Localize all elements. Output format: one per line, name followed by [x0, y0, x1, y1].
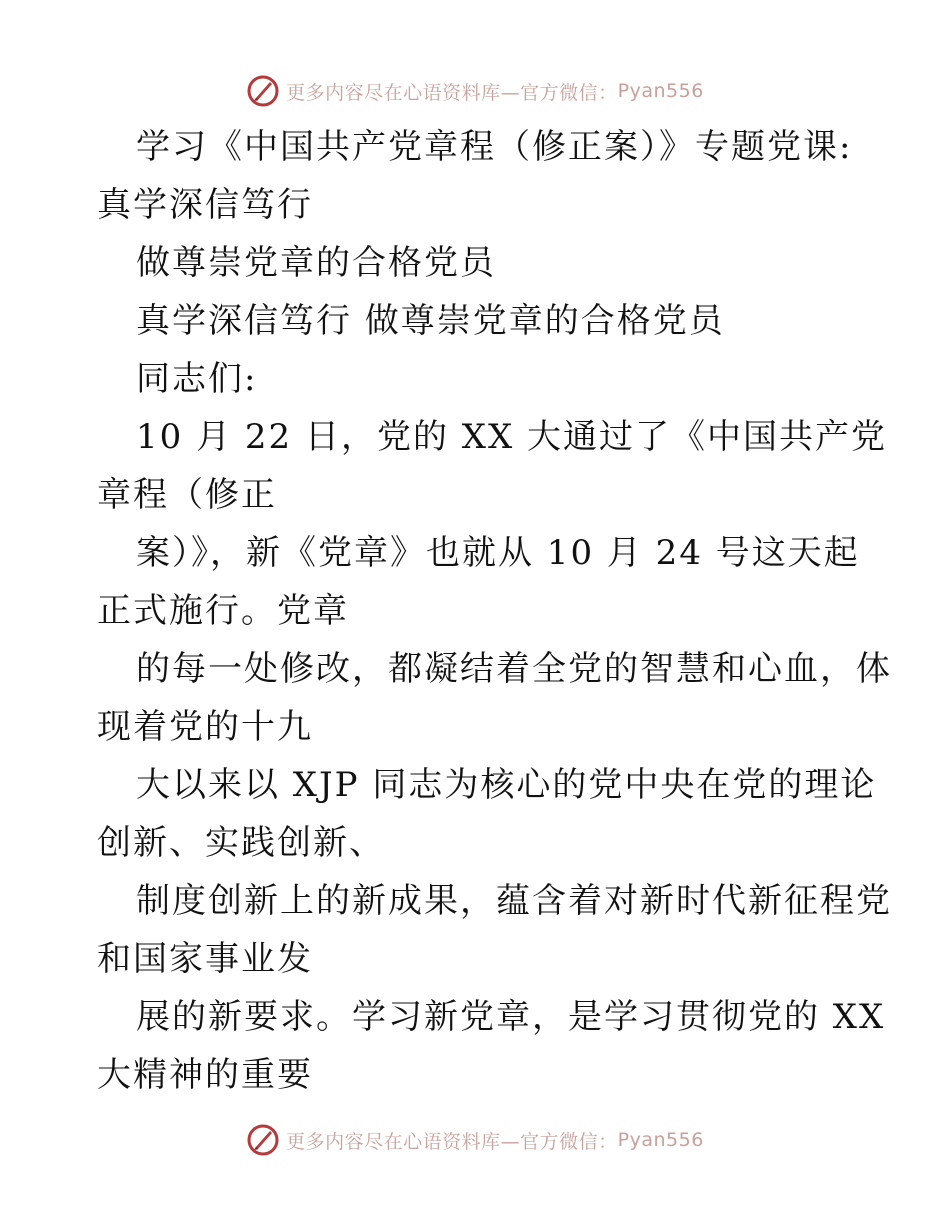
paragraph-line: 章程（修正	[97, 475, 277, 515]
paragraph-line: 大精神的重要	[97, 1055, 313, 1095]
watermark-wechat-id: Pyan556	[617, 1129, 704, 1151]
quill-logo-icon	[246, 1123, 280, 1157]
paragraph-line: 大以来以 XJP 同志为核心的党中央在党的理论	[136, 765, 877, 805]
paragraph-line: 10 月 22 日，党的 XX 大通过了《中国共产党	[136, 417, 887, 457]
paragraph-line: 的每一处修改，都凝结着全党的智慧和心血，体	[136, 649, 892, 689]
watermark-text: 更多内容尽在心语资料库—官方微信：	[286, 1130, 618, 1153]
paragraph-line: 和国家事业发	[97, 939, 313, 979]
salutation: 同志们:	[136, 359, 258, 399]
paragraph-line: 正式施行。党章	[97, 591, 349, 631]
footer-watermark	[0, 1120, 950, 1160]
watermark-wechat-id: Pyan556	[617, 80, 704, 102]
doc-heading: 真学深信笃行 做尊崇党章的合格党员	[136, 301, 725, 341]
doc-title-continuation: 真学深信笃行	[97, 185, 313, 225]
paragraph-line: 创新、实践创新、	[97, 823, 385, 863]
doc-subtitle: 做尊崇党章的合格党员	[136, 243, 496, 283]
watermark-text: 更多内容尽在心语资料库—官方微信：	[286, 81, 618, 104]
paragraph-line: 展的新要求。学习新党章，是学习贯彻党的 XX	[136, 997, 886, 1037]
paragraph-line: 现着党的十九	[97, 707, 313, 747]
paragraph-line: 制度创新上的新成果，蕴含着对新时代新征程党	[136, 881, 892, 921]
quill-logo-icon	[246, 74, 280, 108]
paragraph-line: 案）》，新《党章》也就从 10 月 24 号这天起	[136, 533, 860, 573]
doc-title-line: 学习《中国共产党章程（修正案）》专题党课:	[136, 127, 853, 167]
header-watermark	[0, 71, 950, 111]
